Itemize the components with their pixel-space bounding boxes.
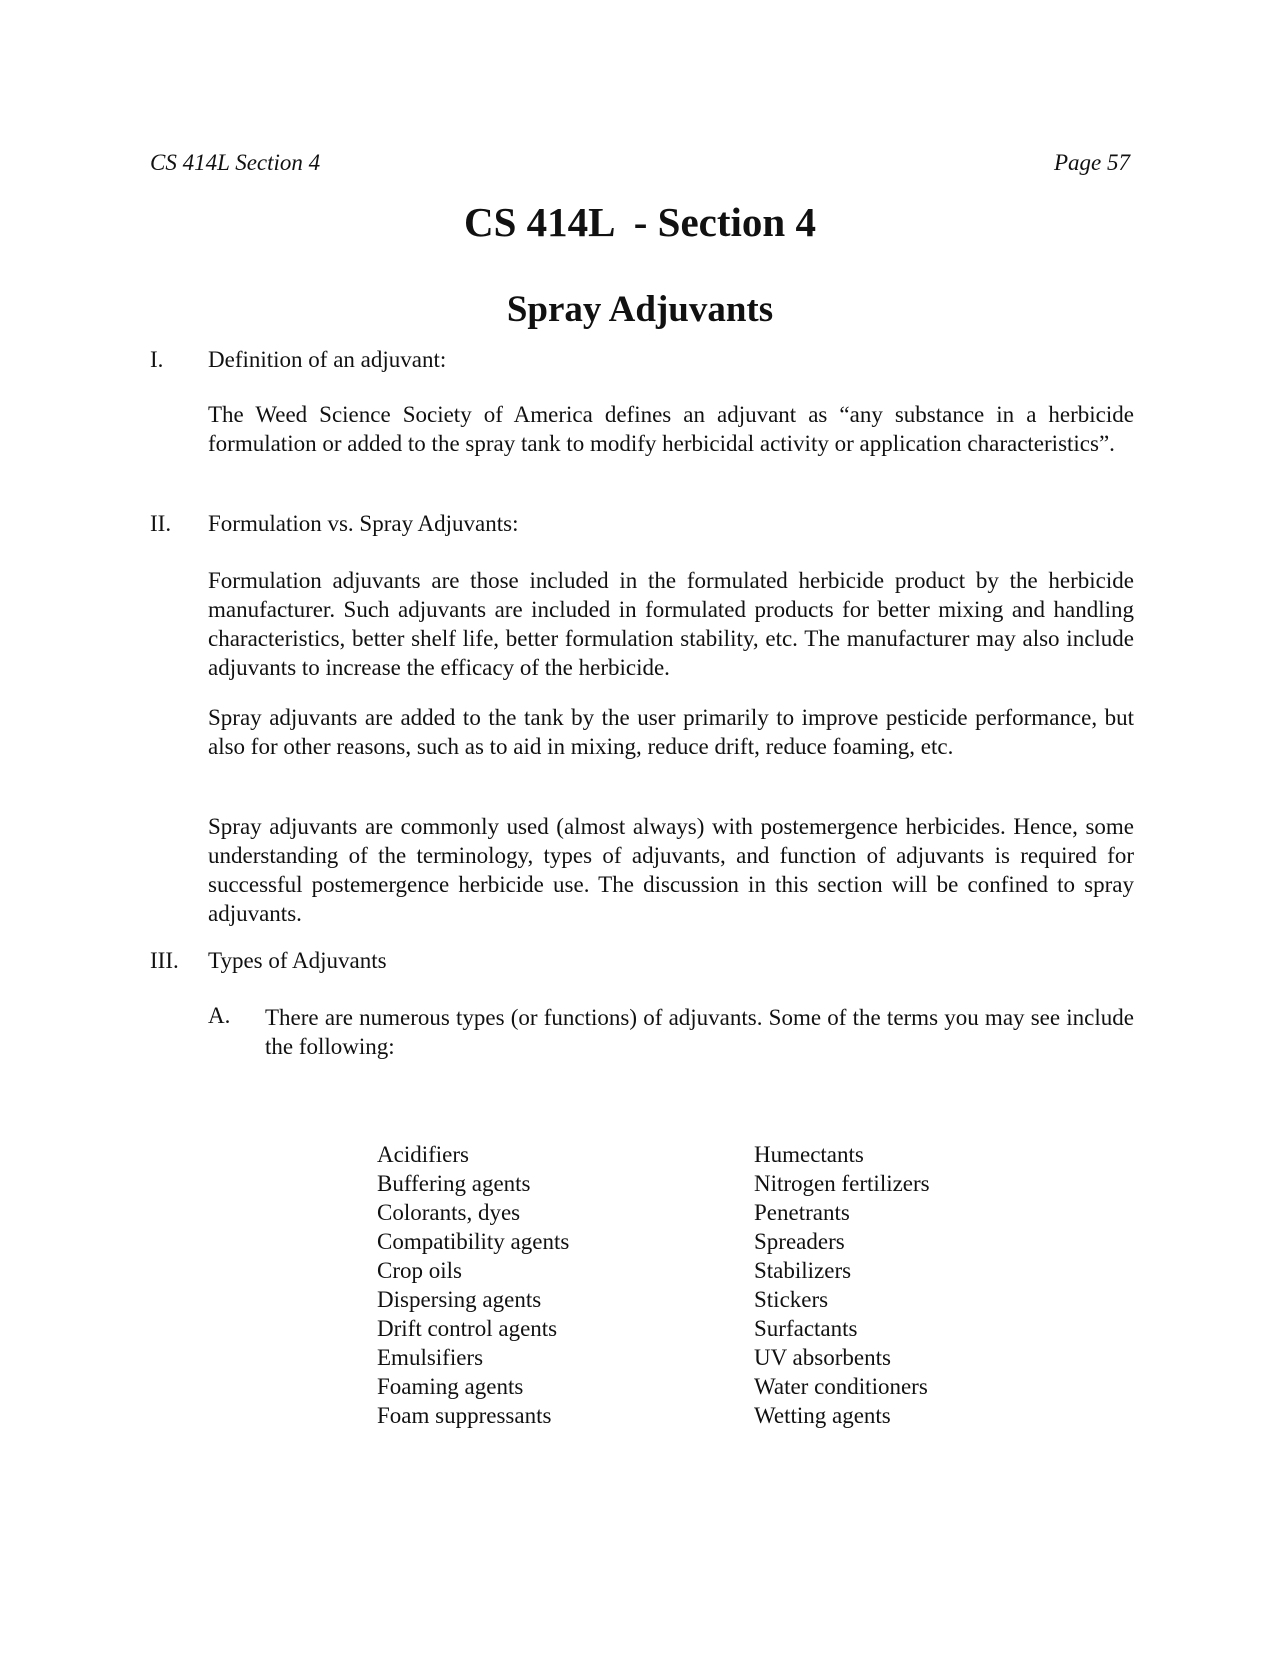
section-2-paragraph-3: Spray adjuvants are commonly used (almost always) with postemergence herbicides. Hence, some understanding of the terminology, types of adjuvants, and function of adjuvants is required for successful postemergence herbicide use. The discussion in this section will be confined to spray adjuvants.	[208, 814, 1134, 926]
section-2-paragraph-1: Formulation adjuvants are those included in the formulated herbicide product by the herbicide manufacturer. Such adjuvants are included in formulated products for better mixing and handling characteristics, better shelf life, better formulation stability, etc. The manufacturer may also include adjuvants to increase the efficacy of the herbicide.	[208, 568, 1134, 680]
list-item: Stickers	[754, 1287, 829, 1312]
subsection-paragraph: There are numerous types (or functions) of adjuvants. Some of the terms you may see include the following:	[265, 1005, 1134, 1059]
list-item: Water conditioners	[754, 1374, 928, 1399]
list-item: Emulsifiers	[377, 1345, 484, 1370]
list-item: Buffering agents	[377, 1171, 531, 1196]
list-item: Drift control agents	[377, 1316, 558, 1341]
running-header	[150, 150, 1130, 176]
section-1-paragraph: The Weed Science Society of America defines an adjuvant as “any substance in a herbicide formulation or added to the spray tank to modify herbicidal activity or application characteristics”.	[208, 402, 1134, 456]
list-item: Dispersing agents	[377, 1287, 542, 1312]
list-item: Surfactants	[754, 1316, 858, 1341]
list-item: Humectants	[754, 1142, 864, 1167]
header-course-section: CS 414L Section 4	[150, 150, 321, 175]
list-item: Colorants, dyes	[377, 1200, 521, 1225]
adjuvant-terms-left-column	[377, 1140, 569, 1430]
section-heading: Types of Adjuvants	[208, 948, 387, 973]
list-item: Foam suppressants	[377, 1403, 552, 1428]
list-item: UV absorbents	[754, 1345, 891, 1370]
adjuvant-terms-right-column	[754, 1140, 930, 1430]
section-number: II.	[150, 511, 172, 536]
subsection-letter: A.	[208, 1003, 231, 1028]
section-2-paragraph-2: Spray adjuvants are added to the tank by the user primarily to improve pesticide performance, but also for other reasons, such as to aid in mixing, reduce drift, reduce foaming, etc.	[208, 705, 1134, 759]
page-title: CS 414L - Section 4	[464, 199, 816, 245]
section-heading: Definition of an adjuvant:	[208, 347, 447, 372]
list-item: Wetting agents	[754, 1403, 891, 1428]
section-number: III.	[150, 948, 179, 973]
list-item: Nitrogen fertilizers	[754, 1171, 930, 1196]
list-item: Acidifiers	[377, 1142, 469, 1167]
section-number: I.	[150, 347, 164, 372]
list-item: Crop oils	[377, 1258, 462, 1283]
header-page-number: Page 57	[1053, 150, 1130, 175]
page-subtitle: Spray Adjuvants	[506, 289, 774, 330]
list-item: Stabilizers	[754, 1258, 852, 1283]
list-item: Compatibility agents	[377, 1229, 570, 1254]
list-item: Penetrants	[754, 1200, 850, 1225]
list-item: Foaming agents	[377, 1374, 524, 1399]
list-item: Spreaders	[754, 1229, 845, 1254]
section-heading: Formulation vs. Spray Adjuvants:	[208, 511, 519, 536]
